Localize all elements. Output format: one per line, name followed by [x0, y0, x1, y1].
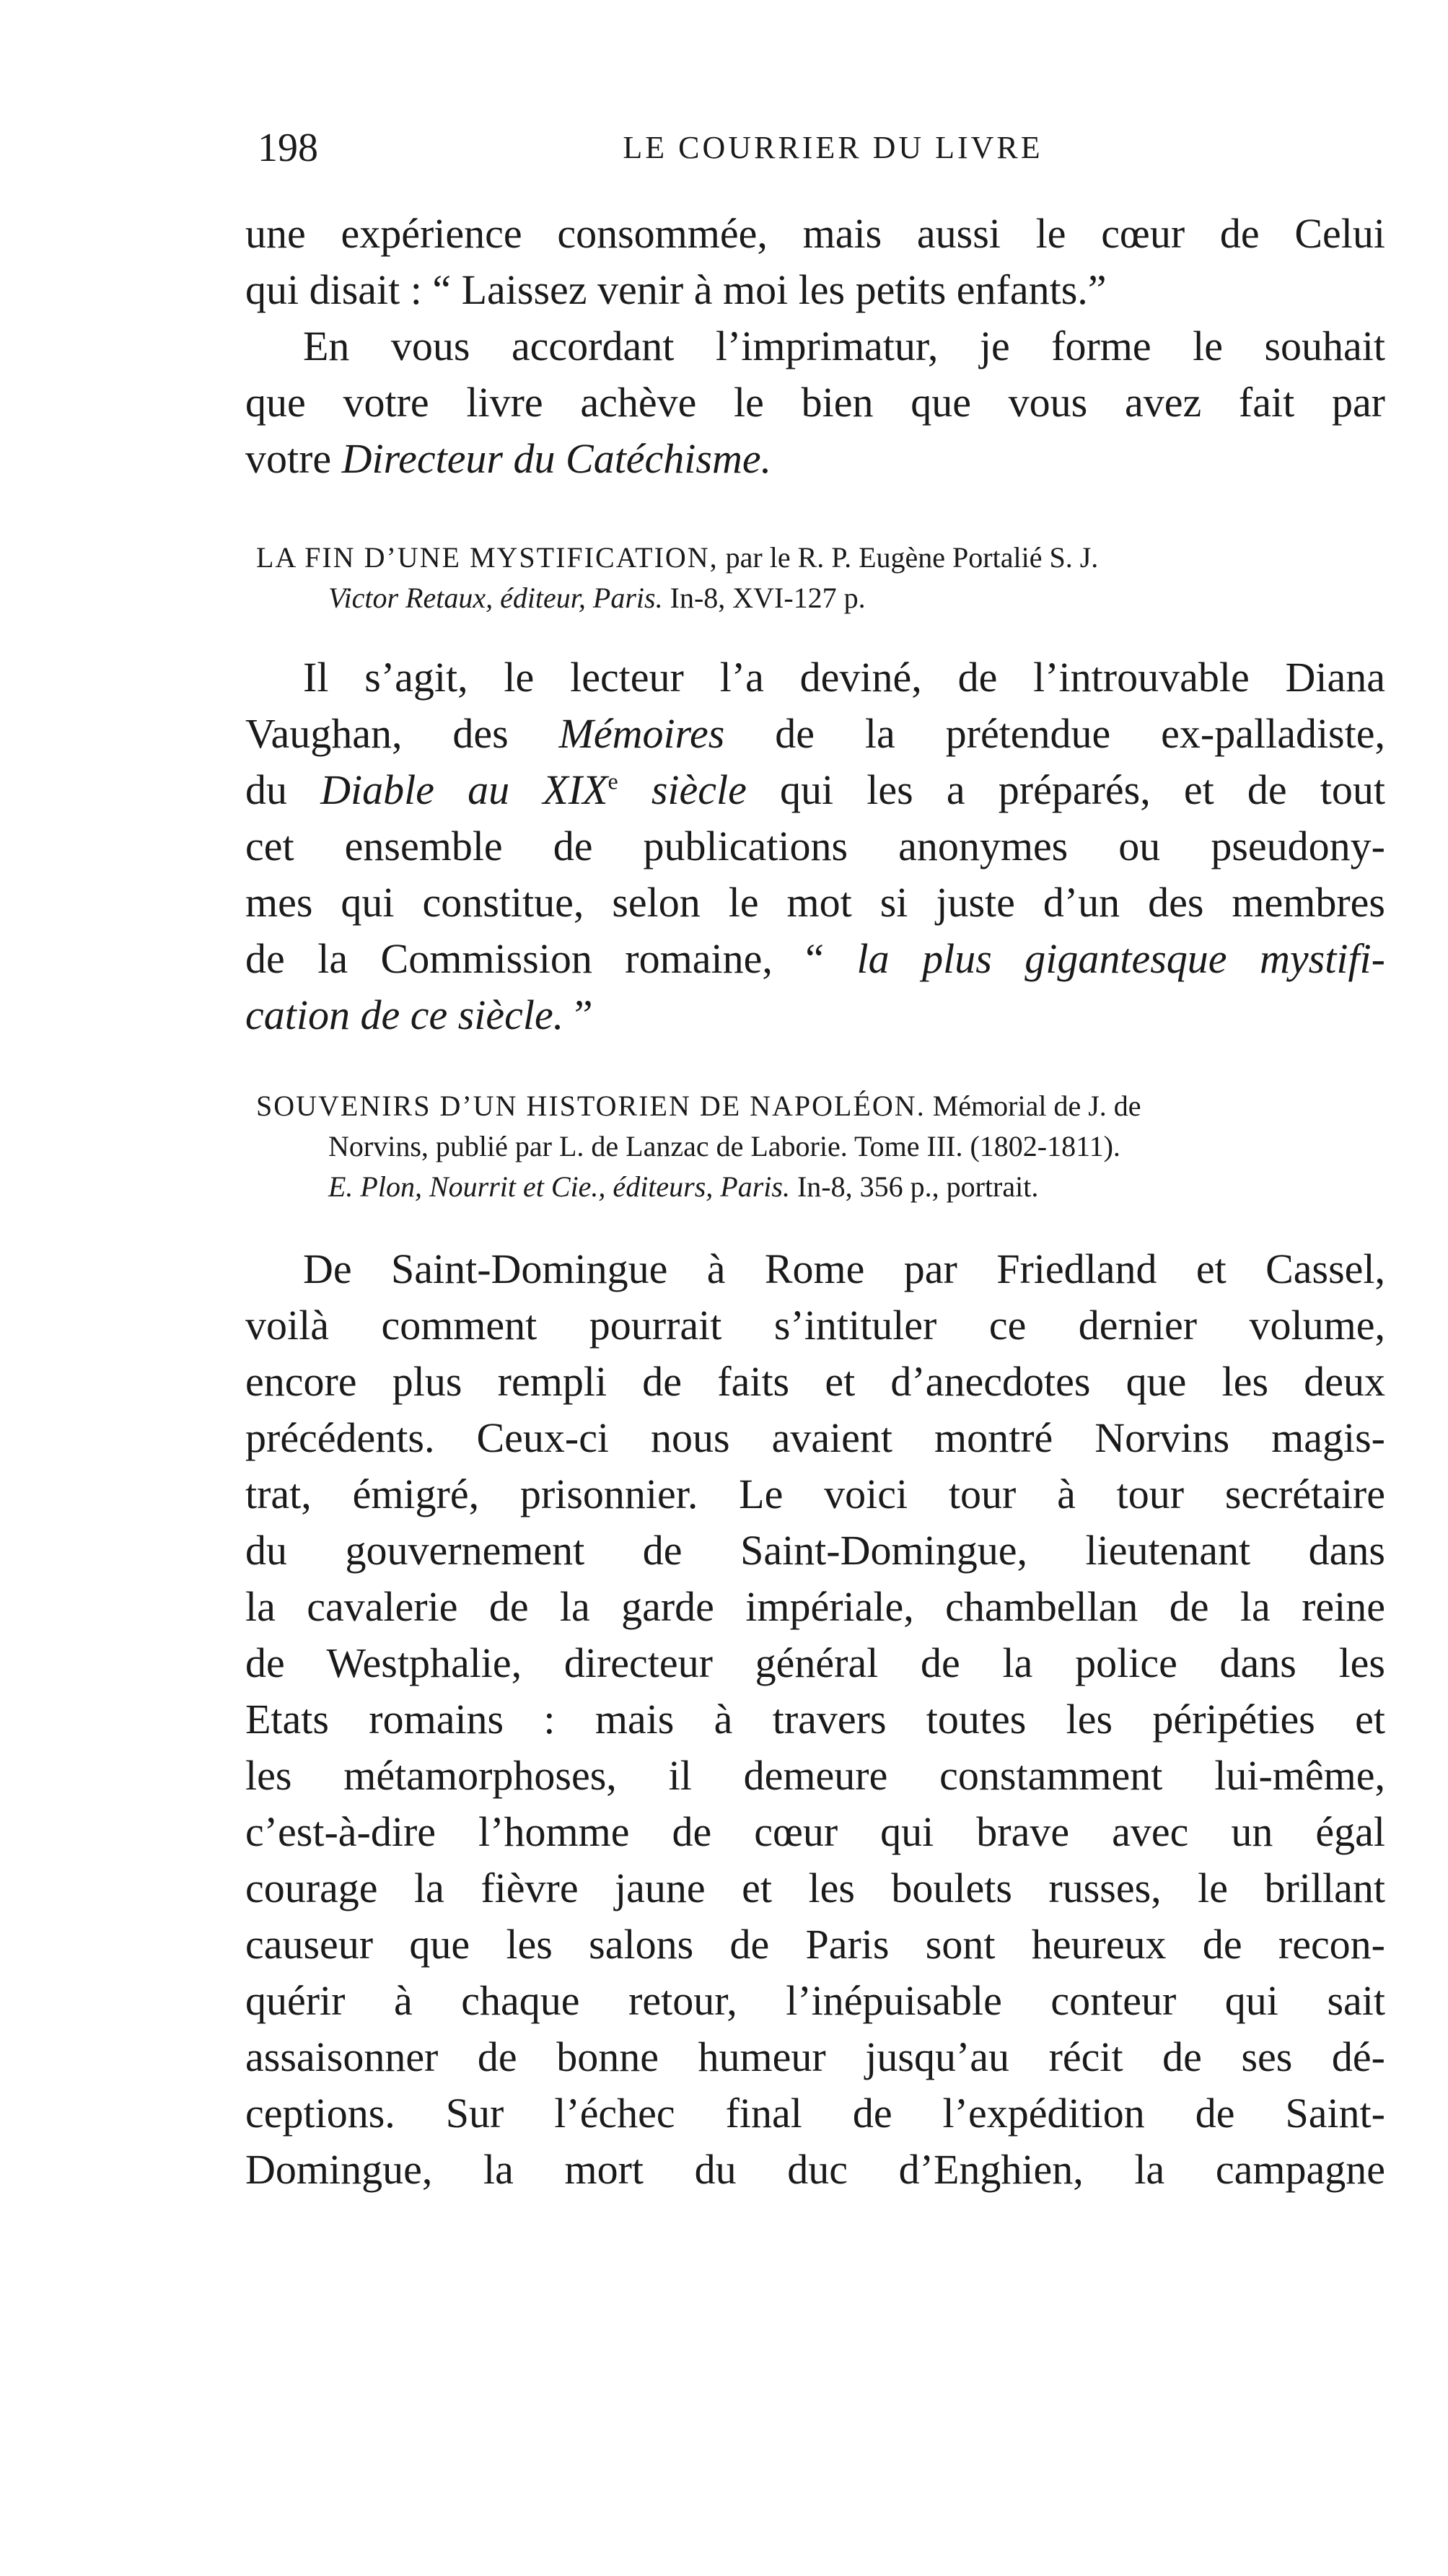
- text-line: qui disait : “ Laissez venir à moi les petits enfants.”: [245, 266, 1107, 313]
- text-line: précédents. Ceux-ci nous avaient montré Norvins magis-: [245, 1414, 1385, 1461]
- text-line: Il s’agit, le lecteur l’a deviné, de l’introuvable Diana: [303, 654, 1385, 701]
- entry-line: [256, 1167, 1382, 1207]
- text-line: causeur que les salons de Paris sont heureux de recon-: [245, 1921, 1385, 1968]
- text-run: votre: [245, 435, 342, 482]
- text-line: quérir à chaque retour, l’inépuisable conteur qui sait: [245, 1977, 1385, 2024]
- page-header: [258, 115, 1379, 180]
- text-line: la cavalerie de la garde impériale, chambellan de la reine: [245, 1583, 1385, 1630]
- superscript: e: [607, 768, 618, 794]
- entry-format: In-8, XVI-127 p.: [662, 582, 866, 614]
- text-line: [245, 706, 1385, 762]
- text-line: de Westphalie, directeur général de la police dans les: [245, 1639, 1385, 1686]
- text-line: [245, 431, 1385, 487]
- entry-text: Mémorial de J. de: [925, 1090, 1141, 1122]
- paragraph-continued: [245, 206, 1385, 487]
- text-line: une expérience consommée, mais aussi le cœur de Celui: [245, 210, 1385, 257]
- text-line: Domingue, la mort du duc d’Enghien, la campagne: [245, 2146, 1385, 2193]
- bibliographic-entry-1: [256, 538, 1382, 618]
- entry-title: SOUVENIRS D’UN HISTORIEN DE NAPOLÉON.: [256, 1090, 926, 1122]
- paragraph-review-1: [245, 649, 1385, 1043]
- text-run: Vaughan, des: [245, 710, 559, 757]
- entry-publisher: Victor Retaux, éditeur, Paris.: [328, 582, 663, 614]
- text-line: du gouvernement de Saint-Domingue, lieutenant dans: [245, 1527, 1385, 1574]
- text-line: trat, émigré, prisonnier. Le voici tour à tour secrétaire: [245, 1471, 1385, 1517]
- text-run: ”: [563, 991, 593, 1038]
- entry-line: [256, 538, 1382, 578]
- text-line: assaisonner de bonne humeur jusqu’au récit de ses dé-: [245, 2033, 1385, 2080]
- running-title: LE COURRIER DU LIVRE: [623, 130, 1043, 165]
- text-line: De Saint-Domingue à Rome par Friedland et Cassel,: [303, 1245, 1385, 1292]
- entry-line: [256, 1086, 1382, 1126]
- text-line: encore plus rempli de faits et d’anecdotes que les deux: [245, 1358, 1385, 1405]
- entry-title: LA FIN D’UNE MYSTIFICATION,: [256, 541, 719, 574]
- entry-line: Norvins, publié par L. de Lanzac de Laborie. Tome III. (1802-1811).: [328, 1130, 1120, 1162]
- text-line: cet ensemble de publications anonymes ou pseudony-: [245, 823, 1385, 869]
- text-line: courage la fièvre jaune et les boulets russes, le brillant: [245, 1865, 1385, 1911]
- text-run-italic: cation de ce siècle.: [245, 991, 564, 1038]
- text-line: que votre livre achève le bien que vous avez fait par: [245, 379, 1385, 426]
- text-run: qui les a préparés, et de tout: [746, 766, 1386, 813]
- text-line: c’est-à-dire l’homme de cœur qui brave avec un égal: [245, 1808, 1385, 1855]
- text-line: Etats romains : mais à travers toutes les péripéties et: [245, 1696, 1385, 1743]
- text-line: [245, 987, 1385, 1043]
- text-run: de la prétendue ex-palladiste,: [724, 710, 1385, 757]
- entry-line: [256, 578, 1382, 618]
- text-line: voilà comment pourrait s’intituler ce dernier volume,: [245, 1302, 1385, 1349]
- text-line: ceptions. Sur l’échec final de l’expédition de Saint-: [245, 2090, 1385, 2137]
- text-line: les métamorphoses, il demeure constamment lui-même,: [245, 1752, 1385, 1799]
- page-number: 198: [258, 126, 318, 170]
- text-line: [245, 931, 1385, 987]
- paragraph-review-2: [245, 1241, 1385, 2198]
- text-line: mes qui constitue, selon le mot si juste d’un des membres: [245, 879, 1385, 926]
- bibliographic-entry-2: [256, 1086, 1382, 1207]
- entry-format: In-8, 356 p., portrait.: [789, 1170, 1039, 1203]
- text-run-italic: la plus gigantesque mystifi-: [856, 935, 1385, 982]
- text-run-italic: Diable au XIX: [320, 766, 608, 813]
- entry-author: par le R. P. Eugène Portalié S. J.: [718, 541, 1099, 574]
- text-run-italic: Mémoires: [558, 710, 725, 757]
- text-run: du: [245, 766, 321, 813]
- text-run-italic: siècle: [618, 766, 747, 813]
- book-title-italic: Directeur du Catéchisme.: [341, 435, 772, 482]
- entry-publisher: E. Plon, Nourrit et Cie., éditeurs, Paris.: [328, 1170, 790, 1203]
- text-line: [245, 762, 1385, 818]
- text-run: de la Commission romaine, “: [245, 935, 857, 982]
- text-line: En vous accordant l’imprimatur, je forme le souhait: [303, 323, 1385, 369]
